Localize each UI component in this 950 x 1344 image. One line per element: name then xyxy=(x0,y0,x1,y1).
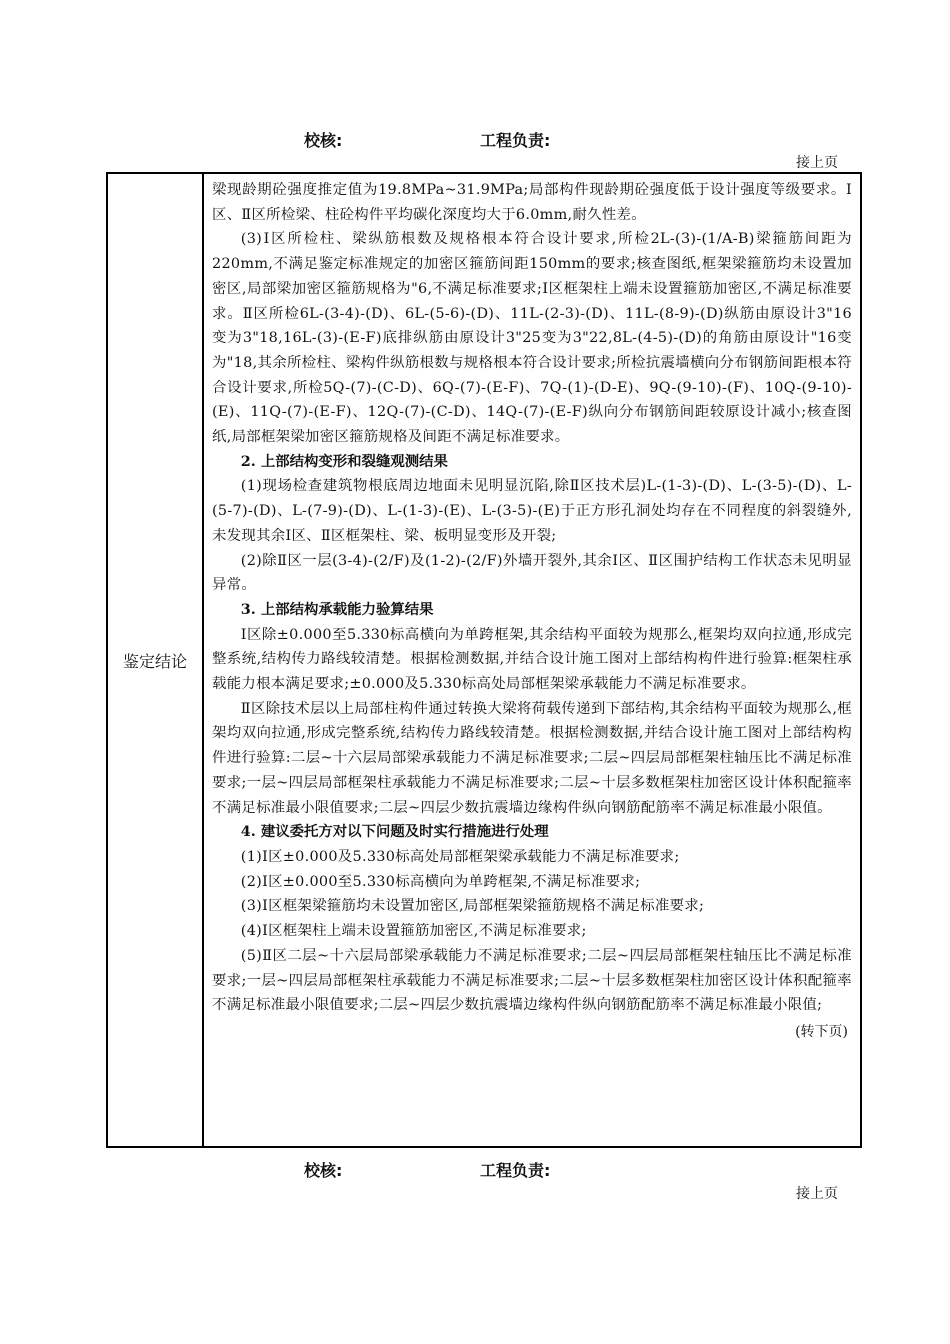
paragraph: (2)除Ⅱ区一层(3-4)-(2/F)及(1-2)-(2/F)外墙开裂外,其余Ⅰ区、Ⅱ区围护结构工作状态未见明显异常。 xyxy=(212,552,852,594)
list-item: (2)Ⅰ区±0.000至5.330标高横向为单跨框架,不满足标准要求; xyxy=(240,873,641,890)
section-label: 鉴定结论 xyxy=(107,173,203,1147)
engineer-label: 工程负责: xyxy=(480,131,551,150)
paragraph: (1)现场检查建筑物根底周边地面未见明显沉陷,除Ⅱ区技术层)L-(1-3)-(D)、L-(3-5)-(D)、L-(5-7)-(D)、L-(7-9)-(D)、L-(1-3)-(E)、L-(3-5)-(E)于正方形孔洞处均存在不同程度的斜裂缝外,未发现其余Ⅰ区、Ⅱ区框架柱、梁、板明显变形及开裂; xyxy=(212,478,852,544)
paragraph: Ⅰ区除±0.000至5.330标高横向为单跨框架,其余结构平面较为规那么,框架均双向拉通,形成完整系统,结构传力路线较清楚。根据检测数据,并结合设计施工图对上部结构构件进行验算:框架柱承载能力根本满足要求;±0.000及5.330标高处局部框架梁承载能力不满足标准要求。 xyxy=(212,626,852,693)
section-heading: 4. 建议委托方对以下问题及时实行措施进行处理 xyxy=(240,823,549,841)
appraisal-table xyxy=(106,172,862,1148)
list-item: (5)Ⅱ区二层~十六层局部梁承载能力不满足标准要求;二层~四层局部框架柱轴压比不满足标准要求;一层~四层局部框架柱承载能力不满足标准要求;二层~十层多数框架柱加密区设计体积配箍率不满足标准最小限值要求;二层~四层少数抗震墙边缘构件纵向钢筋配筋率不满足标准最小限值; xyxy=(212,947,852,1014)
paragraph: Ⅱ区除技术层以上局部柱构件通过转换大梁将荷载传递到下部结构,其余结构平面较为规那么,框架均双向拉通,形成完整系统,结构传力路线较清楚。根据检测数据,并结合设计施工图对上部结构构件进行验算:二层~十六层局部梁承载能力不满足标准要求;二层~四层局部框架柱轴压比不满足标准要求;一层~四层局部框架柱承载能力不满足标准要求;二层~十层多数框架柱加密区设计体积配箍率不满足标准最小限值要求;二层~四层少数抗震墙边缘构件纵向钢筋配筋率不满足标准最小限值。 xyxy=(212,700,852,816)
conclusion-body xyxy=(203,173,861,1147)
paragraph: (3)Ⅰ区所检柱、梁纵筋根数及规格根本符合设计要求,所检2L-(3)-(1/A-B)梁箍筋间距为220mm,不满足鉴定标准规定的加密区箍筋间距150mm的要求;核查图纸,框架梁箍筋均未设置加密区,局部梁加密区箍筋规格为"6,不满足标准要求;Ⅰ区框架柱上端未设置箍筋加密区,不满足标准要求。Ⅱ区所检6L-(3-4)-(D)、6L-(5-6)-(D)、11L-(2-3)-(D)、11L-(8-9)-(D)纵筋由原设计3"16变为3"18,16L-(3)-(E-F)底排纵筋由原设计3"25变为3"22,8L-(4-5)-(D)的角筋由原设计"16变为"18,其余所检柱、梁构件纵筋根数与规格根本符合设计要求;所检抗震墙横向分布钢筋间距根本符合设计要求,所检5Q-(7)-(C-D)、6Q-(7)-(E-F)、7Q-(1)-(D-E)、9Q-(9-10)-(F)、10Q-(9-10)-(E)、11Q-(7)-(E-F)、12Q-(7)-(C-D)、14Q-(7)-(E-F)纵向分布钢筋间距较原设计减小;核查图纸,局部框架梁加密区箍筋规格及间距不满足标准要求。 xyxy=(212,231,852,446)
list-item: (3)Ⅰ区框架梁箍筋均未设置加密区,局部框架梁箍筋规格不满足标准要求; xyxy=(240,898,705,915)
footer-continued-from-label: 接上页 xyxy=(796,1186,838,1202)
section-heading: 2. 上部结构变形和裂缝观测结果 xyxy=(240,452,448,470)
footer-engineer-label: 工程负责: xyxy=(480,1161,551,1180)
continued-next-label: (转下页) xyxy=(795,1023,848,1040)
check-label: 校核: xyxy=(304,131,343,150)
continued-from-label: 接上页 xyxy=(796,155,838,171)
footer-check-label: 校核: xyxy=(304,1161,343,1180)
paragraph: 梁现龄期砼强度推定值为19.8MPa~31.9MPa;局部构件现龄期砼强度低于设计强度等级要求。Ⅰ区、Ⅱ区所检梁、柱砼构件平均碳化深度均大于6.0mm,耐久性差。 xyxy=(212,182,852,223)
section-heading: 3. 上部结构承载能力验算结果 xyxy=(240,600,434,618)
list-item: (4)Ⅰ区框架柱上端未设置箍筋加密区,不满足标准要求; xyxy=(240,923,587,940)
list-item: (1)Ⅰ区±0.000及5.330标高处局部框架梁承载能力不满足标准要求; xyxy=(240,848,680,865)
